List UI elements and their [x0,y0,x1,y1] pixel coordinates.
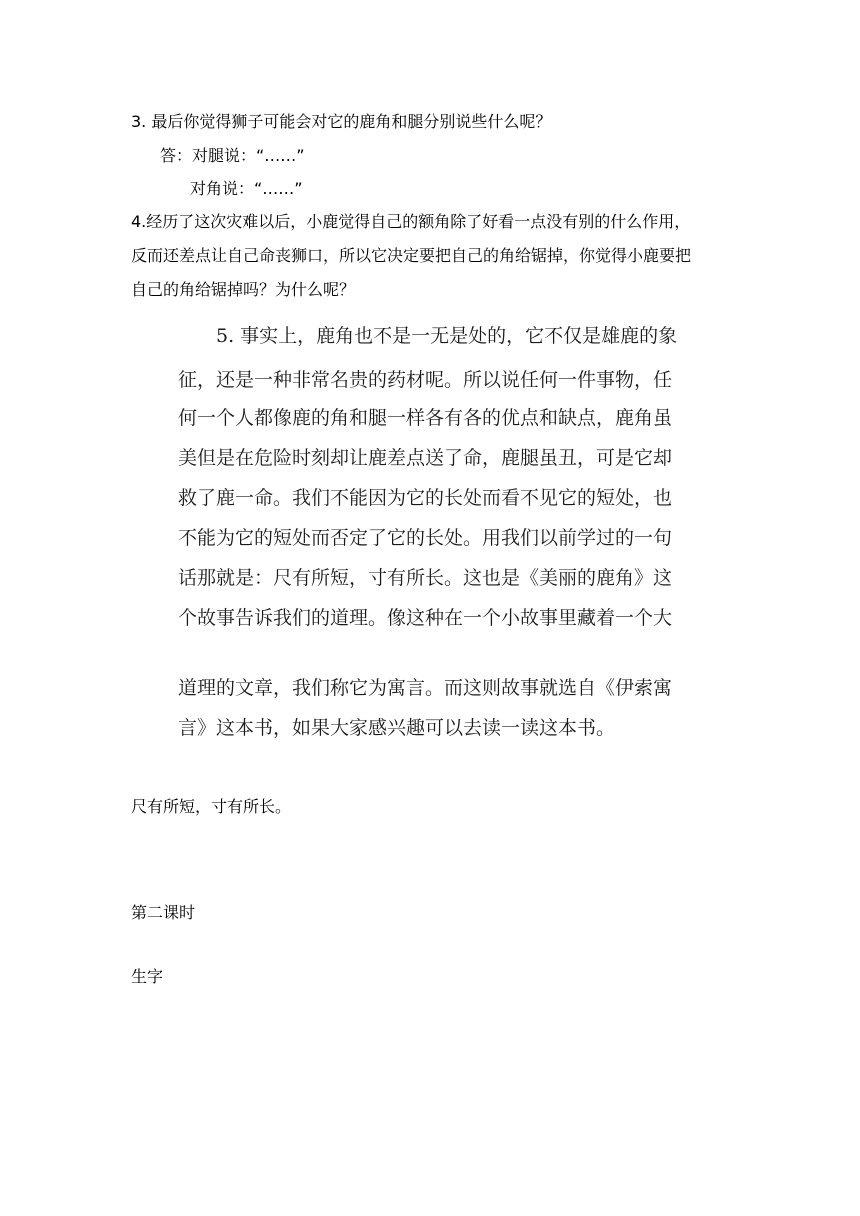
passage-line: 5. 事实上，鹿角也不是一无是处的，它不仅是雄鹿的象 [216,325,678,347]
passage-line: 何一个人都像鹿的角和腿一样各有各的优点和缺点，鹿角虽 [178,407,673,429]
question-3: 3. 最后你觉得狮子可能会对它的鹿角和腿分别说些什么呢？ [131,112,552,131]
question-3-answer-leg: 答：对腿说：“……” [160,146,305,165]
lesson-heading: 第二课时 [131,903,196,922]
question-4-line-2: 反而还差点让自己命丧狮口，所以它决定要把自己的角给锯掉，你觉得小鹿要把 [131,246,692,265]
passage-line: 个故事告诉我们的道理。像这种在一个小故事里藏着一个大 [178,607,673,629]
passage-line: 征，还是一种非常名贵的药材呢。所以说任何一件事物，任 [178,369,673,391]
passage-line: 美但是在危险时刻却让鹿差点送了命，鹿腿虽丑，可是它却 [178,447,673,469]
section-heading: 生字 [131,967,164,986]
question-4-line-3: 自己的角给锯掉吗？为什么呢？ [131,280,356,299]
passage-line: 话那就是：尺有所短，寸有所长。这也是《美丽的鹿角》这 [178,567,673,589]
passage-line: 不能为它的短处而否定了它的长处。用我们以前学过的一句 [178,527,673,549]
question-4-line-1: 4.经历了这次灾难以后，小鹿觉得自己的额角除了好看一点没有别的什么作用， [131,212,691,231]
proverb: 尺有所短，寸有所长。 [131,797,292,816]
passage-line: 道理的文章，我们称它为寓言。而这则故事就选自《伊索寓 [178,677,673,699]
passage-line: 言》这本书，如果大家感兴趣可以去读一读这本书。 [178,717,616,739]
question-3-answer-horn: 对角说：“……” [190,179,303,198]
passage-line: 救了鹿一命。我们不能因为它的长处而看不见它的短处，也 [178,487,673,509]
